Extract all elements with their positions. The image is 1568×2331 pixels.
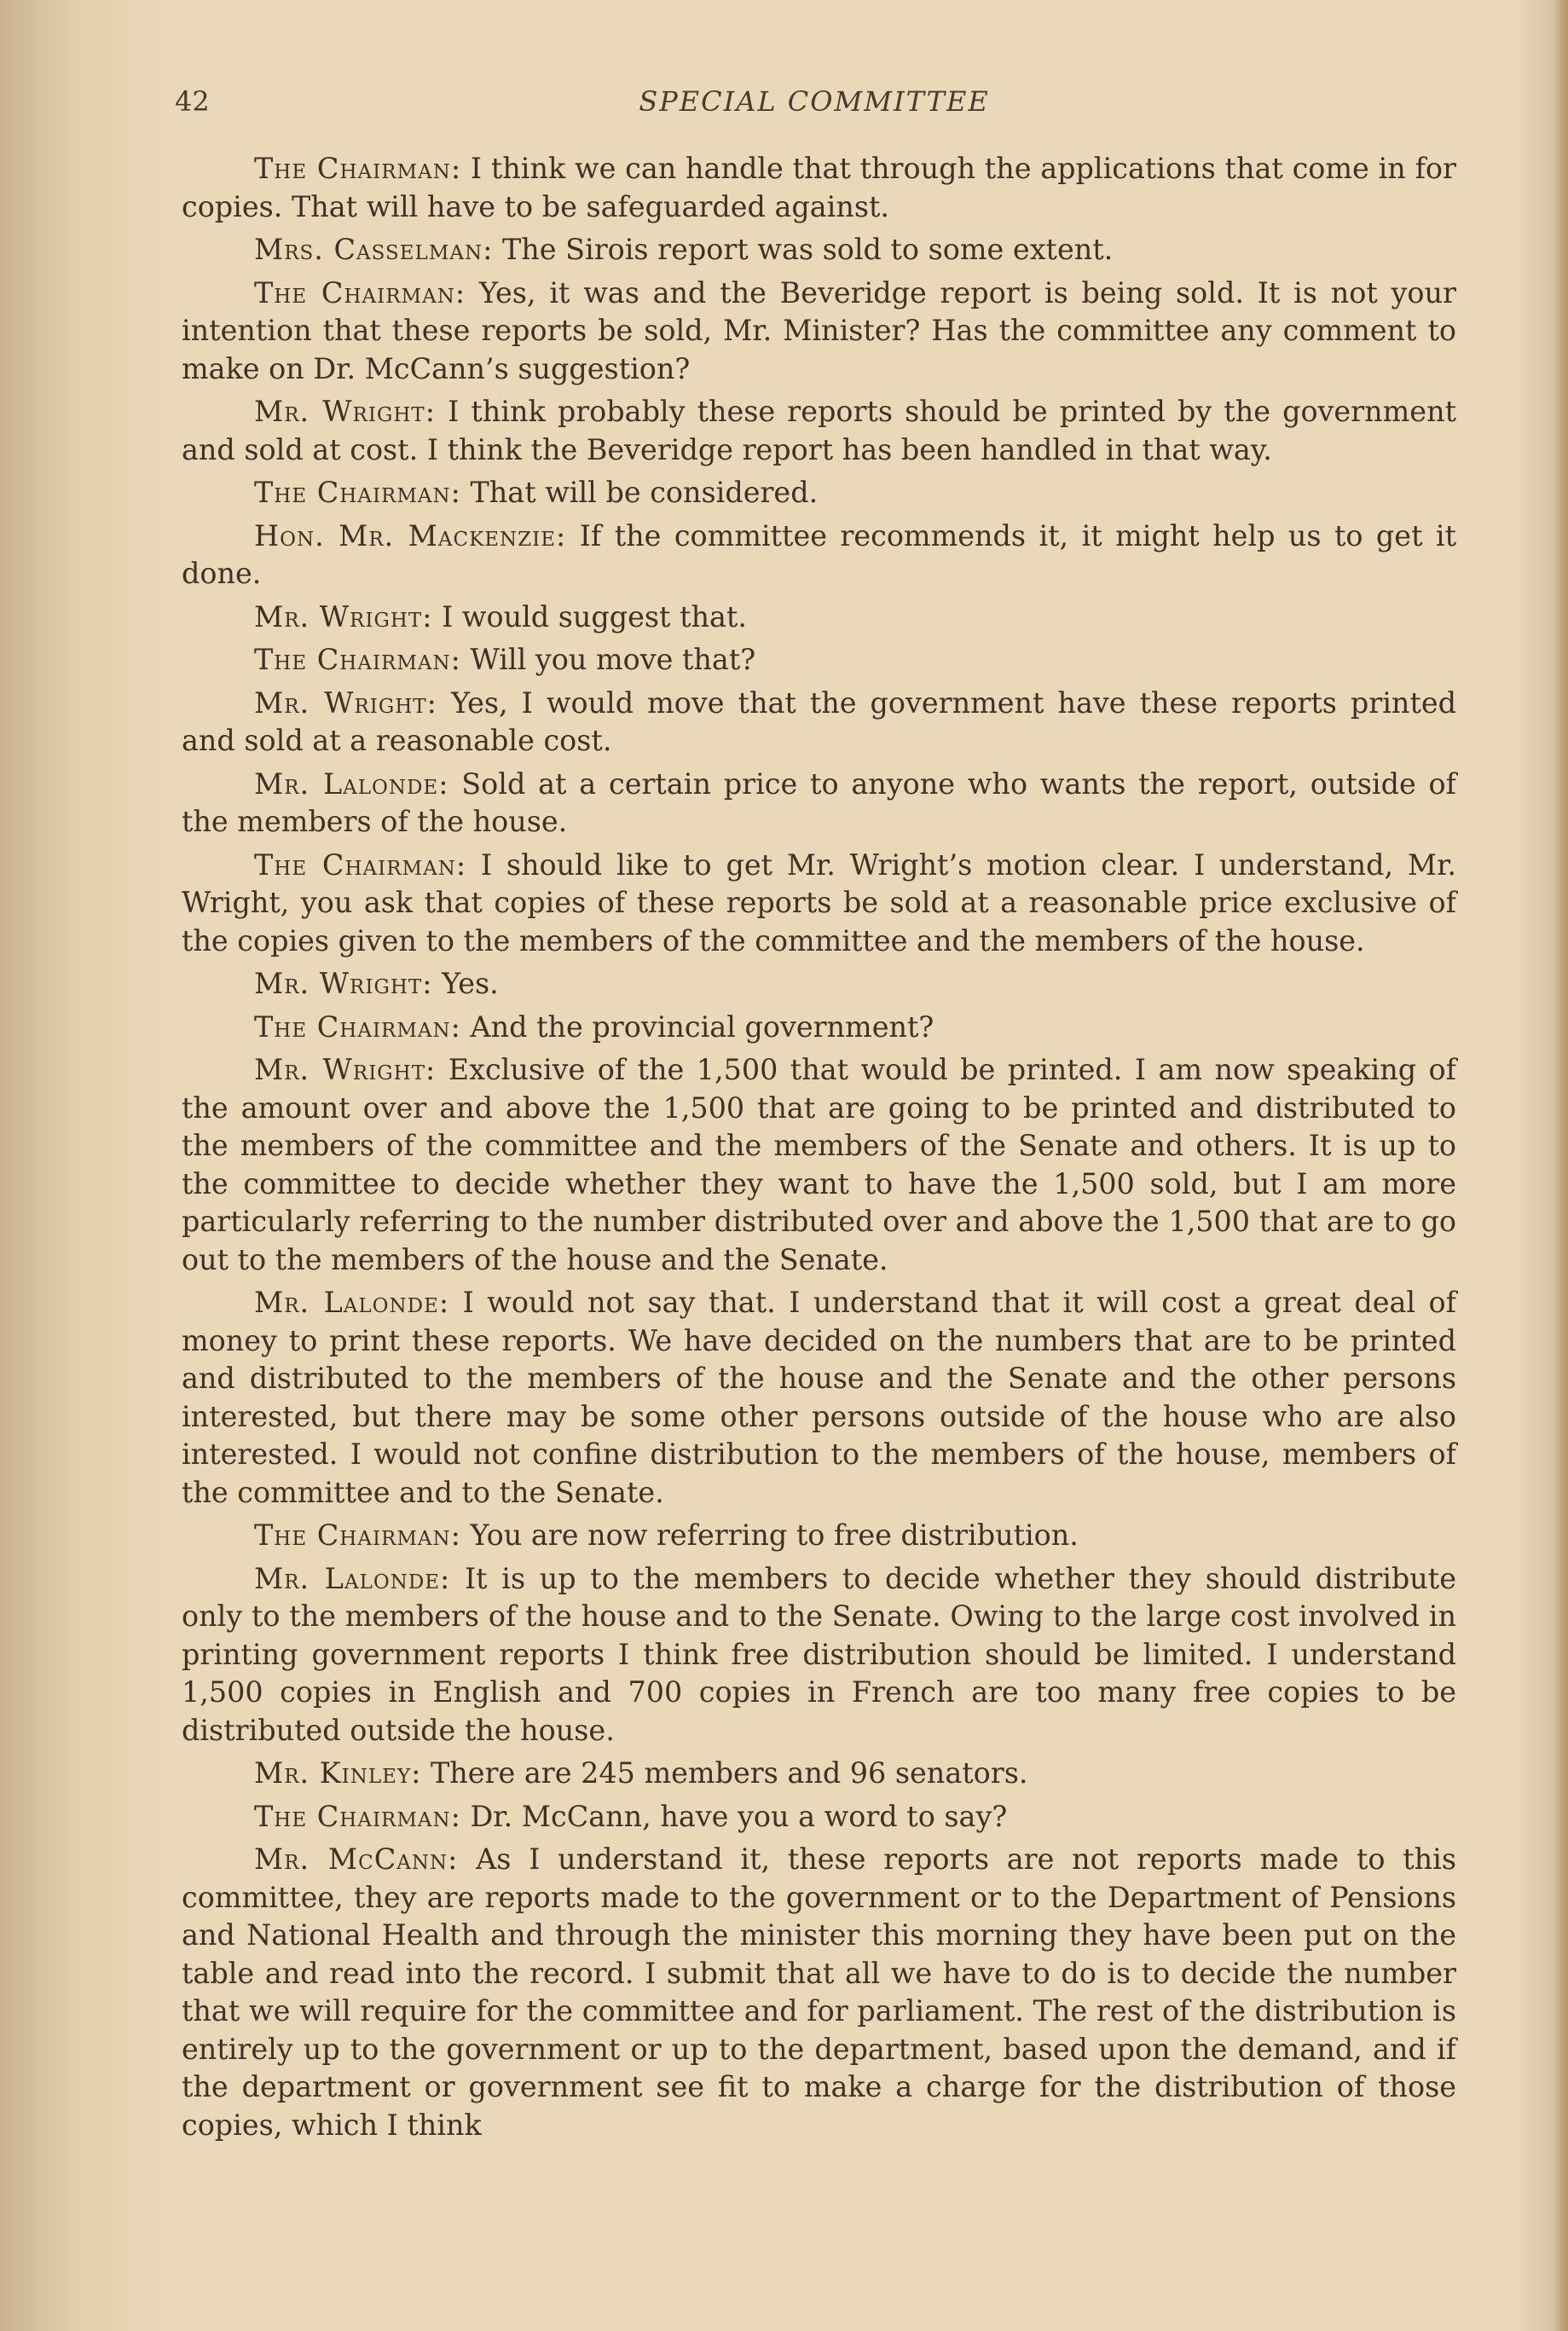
dialogue-paragraph xyxy=(182,1755,1456,1793)
speaker-name: Mr. Kinley: xyxy=(254,1756,422,1790)
speech-text: Yes, I would move that the government have these reports printed and sold at a reasonable cost. xyxy=(182,685,1456,757)
dialogue-paragraph xyxy=(182,1798,1456,1836)
dialogue-paragraph xyxy=(182,685,1456,761)
speech-text: Yes. xyxy=(442,967,499,1000)
speech-text: I think we can handle that through the applications that come in for copies. That will have to be safeguarded against. xyxy=(182,152,1456,223)
speaker-name: Mr. Lalonde: xyxy=(254,1561,451,1595)
dialogue-paragraph xyxy=(182,599,1456,637)
speech-text: I would not say that. I understand that it will cost a great deal of money to print these reports. We have decided on the numbers that are to be printed and distributed to the members of the house and the Senate and the other persons interested, but there may be some other persons outside of the house who are also interested. I would not confine distribution to the members of the house, members of the committee and to the Senate. xyxy=(182,1286,1456,1509)
speaker-name: The Chairman: xyxy=(254,152,462,185)
speaker-name: The Chairman: xyxy=(254,275,466,309)
speech-text: Yes, it was and the Beveridge report is being sold. It is not your intention that these reports be sold, Mr. Minister? Has the committee any comment to make on Dr. McCann’s suggestion? xyxy=(182,275,1456,385)
speech-text: The Sirois report was sold to some extent. xyxy=(501,233,1114,266)
speech-text: Dr. McCann, have you a word to say? xyxy=(470,1799,1008,1833)
speaker-name: Mr. Wright: xyxy=(254,1053,437,1086)
dialogue-paragraph xyxy=(182,641,1456,680)
speech-text: It is up to the members to decide whether they should distribute only to the members of the house and to the Senate. Owing to the large cost involved in printing government reports I think free distribution should be limited. I understand 1,500 copies in English and 700 copies in French are too many free copies to be distributed outside the house. xyxy=(182,1561,1456,1747)
dialogue-paragraph xyxy=(182,393,1456,469)
speech-text: I think probably these reports should be printed by the government and sold at cost. I think the Beveridge report has been handled in that way. xyxy=(182,395,1456,466)
page-edge xyxy=(1553,0,1568,2331)
page-number: 42 xyxy=(175,85,210,118)
dialogue-paragraph xyxy=(182,1517,1456,1555)
dialogue-paragraph xyxy=(182,474,1456,512)
speaker-name: Mr. Lalonde: xyxy=(254,766,449,801)
speech-text: That will be considered. xyxy=(470,476,819,509)
running-title: SPECIAL COMMITTEE xyxy=(639,85,990,118)
speaker-name: The Chairman: xyxy=(254,1009,461,1044)
dialogue-paragraph xyxy=(182,150,1456,226)
speech-text: There are 245 members and 96 senators. xyxy=(431,1756,1028,1790)
page-header xyxy=(175,85,1454,123)
speaker-name: The Chairman: xyxy=(254,643,461,676)
dialogue-paragraph xyxy=(182,847,1456,961)
speaker-name: Hon. Mr. Mackenzie: xyxy=(254,518,567,552)
speaker-name: The Chairman: xyxy=(254,1518,461,1552)
speech-text: As I understand it, these reports are not reports made to this committee, they are reports made to the government or to the Department of Pensions and National Health and through the minister this morning they have been put on the table and read into the record. I submit that all we have to do is to decide the number that we will require for the committee and for parliament. The rest of the distribution is entirely up to the government or up to the department, based upon the demand, and if the department or government see fit to make a charge for the distribution of those copies, which I think xyxy=(182,1842,1456,2142)
dialogue-paragraph xyxy=(182,1284,1456,1512)
speaker-name: Mr. Lalonde: xyxy=(254,1286,450,1319)
dialogue-paragraph xyxy=(182,518,1456,593)
speaker-name: Mrs. Casselman: xyxy=(254,233,494,266)
speech-text: Will you move that? xyxy=(470,643,756,676)
dialogue-paragraph xyxy=(182,1560,1456,1750)
speech-text: And the provincial government? xyxy=(470,1009,934,1044)
dialogue-paragraph xyxy=(182,1841,1456,2144)
dialogue-paragraph xyxy=(182,231,1456,269)
speech-text: I would suggest that. xyxy=(442,599,747,633)
speaker-name: Mr. Wright: xyxy=(254,395,436,428)
speech-text: I should like to get Mr. Wright’s motion clear. I understand, Mr. Wright, you ask that copies of these reports be sold at a reasonable price exclusive of the copies given to the members of the committee and the members of the house. xyxy=(182,847,1456,957)
dialogue-paragraph xyxy=(182,275,1456,389)
speech-text: If the committee recommends it, it might help us to get it done. xyxy=(182,518,1457,590)
speaker-name: Mr. McCann: xyxy=(254,1842,459,1876)
speech-text: You are now referring to free distribution. xyxy=(470,1518,1079,1552)
speaker-name: The Chairman: xyxy=(254,847,467,882)
dialogue-paragraph xyxy=(182,965,1456,1004)
dialogue-paragraph xyxy=(182,766,1456,842)
speech-text: Sold at a certain price to anyone who wants the report, outside of the members of the house. xyxy=(182,766,1456,838)
speaker-name: Mr. Wright: xyxy=(254,685,437,720)
speaker-name: The Chairman: xyxy=(254,1799,461,1833)
body-text xyxy=(182,150,1456,2149)
speaker-name: Mr. Wright: xyxy=(254,967,433,1000)
dialogue-paragraph xyxy=(182,1009,1456,1047)
speech-text: Exclusive of the 1,500 that would be printed. I am now speaking of the amount over and above the 1,500 that are going to be printed and distributed to the members of the committee and the members of the Senate and others. It is up to the committee to decide whether they want to have the 1,500 sold, but I am more particularly referring to the number distributed over and above the 1,500 that are to go out to the members of the house and the Senate. xyxy=(182,1053,1457,1276)
speaker-name: Mr. Wright: xyxy=(254,599,433,633)
speaker-name: The Chairman: xyxy=(254,476,461,509)
dialogue-paragraph xyxy=(182,1051,1456,1279)
